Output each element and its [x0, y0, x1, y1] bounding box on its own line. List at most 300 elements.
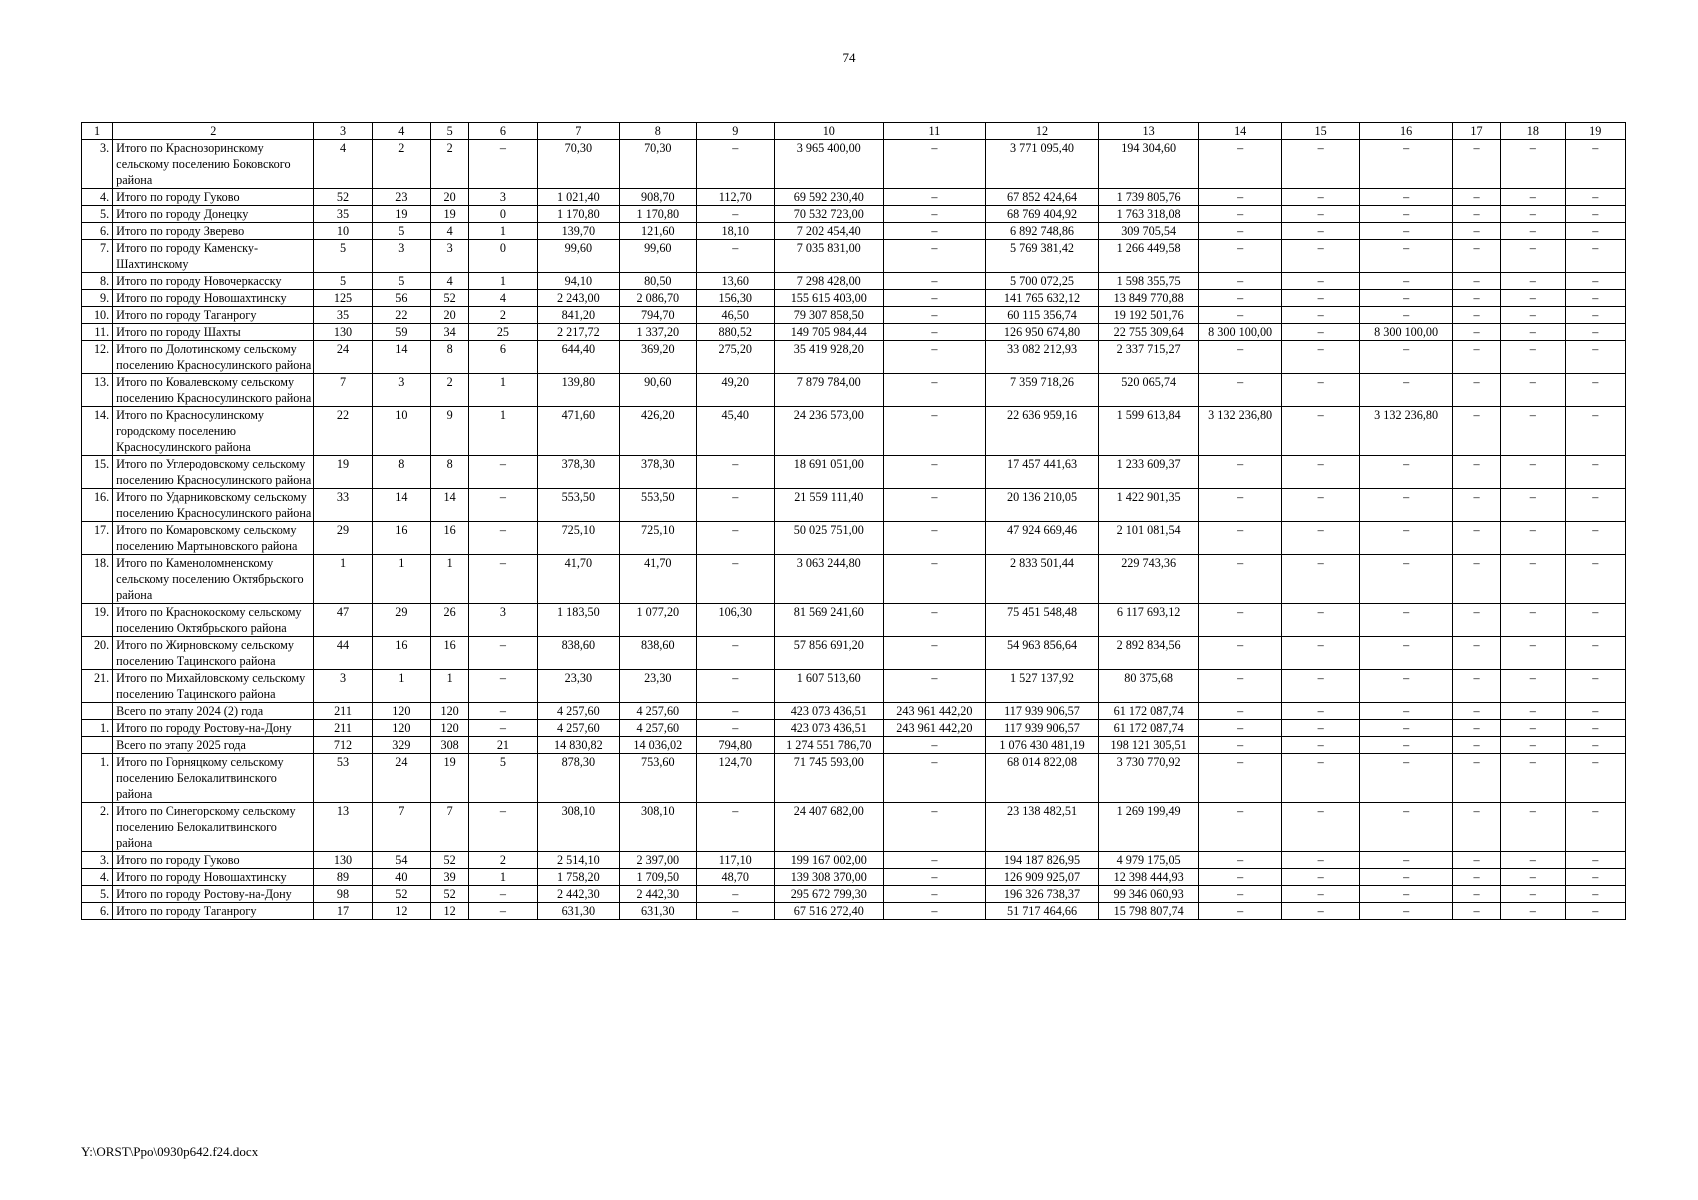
row-number: 4. — [82, 189, 113, 206]
table-row — [82, 324, 1626, 341]
table-cell: – — [1565, 555, 1625, 604]
table-cell: – — [696, 456, 774, 489]
table-cell: – — [1452, 903, 1500, 920]
table-cell: 1 527 137,92 — [986, 670, 1099, 703]
table-cell: – — [1565, 223, 1625, 240]
table-row — [82, 754, 1626, 803]
table-cell: – — [1565, 604, 1625, 637]
table-cell: 70,30 — [620, 140, 696, 189]
table-cell: 41,70 — [620, 555, 696, 604]
table-cell: – — [1199, 273, 1281, 290]
table-cell: 20 136 210,05 — [986, 489, 1099, 522]
table-cell: 3 132 236,80 — [1360, 407, 1453, 456]
table-row — [82, 522, 1626, 555]
row-label: Итого по Углеродовскому сельскому поселению Красносулинского района — [113, 456, 314, 489]
table-cell: 130 — [314, 852, 372, 869]
table-cell: 7 — [372, 803, 430, 852]
table-cell: 24 236 573,00 — [774, 407, 883, 456]
table-cell: 156,30 — [696, 290, 774, 307]
table-cell: – — [883, 869, 986, 886]
table-cell: 70,30 — [537, 140, 619, 189]
table-cell: – — [469, 886, 537, 903]
table-cell: – — [1501, 341, 1565, 374]
table-cell: 14 036,02 — [620, 737, 696, 754]
table-cell: – — [1281, 886, 1359, 903]
table-cell: – — [1565, 903, 1625, 920]
table-cell: 553,50 — [620, 489, 696, 522]
table-cell: – — [696, 903, 774, 920]
table-cell: – — [1360, 456, 1453, 489]
table-cell: – — [883, 223, 986, 240]
table-cell: – — [1281, 555, 1359, 604]
table-cell: 16 — [372, 637, 430, 670]
table-cell: 553,50 — [537, 489, 619, 522]
table-cell: – — [1360, 869, 1453, 886]
column-number: 13 — [1098, 123, 1199, 140]
table-cell: – — [883, 754, 986, 803]
table-cell: 4 979 175,05 — [1098, 852, 1199, 869]
table-cell: – — [1501, 456, 1565, 489]
row-label: Итого по Ковалевскому сельскому поселению Красносулинского района — [113, 374, 314, 407]
table-cell: – — [1360, 189, 1453, 206]
data-table — [81, 122, 1626, 920]
table-cell: – — [883, 555, 986, 604]
table-cell: 194 187 826,95 — [986, 852, 1099, 869]
table-cell: – — [696, 240, 774, 273]
table-cell: 1 183,50 — [537, 604, 619, 637]
table-cell: 1 266 449,58 — [1098, 240, 1199, 273]
table-cell: – — [1501, 374, 1565, 407]
table-cell: – — [883, 206, 986, 223]
table-cell: – — [696, 206, 774, 223]
file-path: Y:\ORST\Ppo\0930p642.f24.docx — [81, 1144, 259, 1159]
table-row — [82, 206, 1626, 223]
table-cell: 1 739 805,76 — [1098, 189, 1199, 206]
table-cell: – — [696, 555, 774, 604]
row-label: Итого по городу Новошахтинску — [113, 869, 314, 886]
table-cell: – — [1281, 456, 1359, 489]
table-cell: – — [1501, 189, 1565, 206]
row-number: 1. — [82, 754, 113, 803]
table-cell: – — [1199, 140, 1281, 189]
table-cell: – — [1501, 206, 1565, 223]
table-cell: 4 257,60 — [620, 703, 696, 720]
table-cell: 10 — [314, 223, 372, 240]
table-cell: – — [1199, 637, 1281, 670]
row-number: 15. — [82, 456, 113, 489]
row-label: Итого по Горняцкому сельскому поселению Белокалитвинского района — [113, 754, 314, 803]
table-cell: – — [469, 703, 537, 720]
table-cell: 39 — [431, 869, 469, 886]
table-cell: 2 514,10 — [537, 852, 619, 869]
table-cell: 61 172 087,74 — [1098, 703, 1199, 720]
table-cell: 4 257,60 — [537, 703, 619, 720]
table-cell: 34 — [431, 324, 469, 341]
table-cell: 20 — [431, 189, 469, 206]
table-cell: 41,70 — [537, 555, 619, 604]
table-cell: 53 — [314, 754, 372, 803]
table-cell: 23,30 — [537, 670, 619, 703]
table-cell: 18,10 — [696, 223, 774, 240]
table-cell: – — [1501, 803, 1565, 852]
table-cell: 878,30 — [537, 754, 619, 803]
table-cell: 9 — [431, 407, 469, 456]
page-number: 74 — [842, 50, 856, 65]
table-cell: 1 — [469, 273, 537, 290]
table-cell: – — [1501, 720, 1565, 737]
table-cell: 61 172 087,74 — [1098, 720, 1199, 737]
table-cell: – — [1199, 307, 1281, 324]
table-cell: – — [1199, 852, 1281, 869]
table-cell: 130 — [314, 324, 372, 341]
table-cell: – — [696, 720, 774, 737]
table-cell: 5 — [314, 240, 372, 273]
table-cell: – — [1565, 869, 1625, 886]
table-cell: 50 025 751,00 — [774, 522, 883, 555]
table-cell: 378,30 — [537, 456, 619, 489]
column-number: 4 — [372, 123, 430, 140]
table-cell: 329 — [372, 737, 430, 754]
table-cell: – — [1501, 754, 1565, 803]
table-cell: 1 233 609,37 — [1098, 456, 1199, 489]
table-cell: 1 076 430 481,19 — [986, 737, 1099, 754]
table-cell: 1 077,20 — [620, 604, 696, 637]
table-cell: – — [1565, 852, 1625, 869]
table-cell: – — [1452, 374, 1500, 407]
table-cell: 1 607 513,60 — [774, 670, 883, 703]
row-label: Итого по Комаровскому сельскому поселению Мартыновского района — [113, 522, 314, 555]
table-cell: – — [1199, 223, 1281, 240]
table-cell: 99,60 — [620, 240, 696, 273]
table-cell: – — [883, 140, 986, 189]
table-cell: 46,50 — [696, 307, 774, 324]
row-label: Итого по Синегорскому сельскому поселению Белокалитвинского района — [113, 803, 314, 852]
table-cell: 1 — [431, 555, 469, 604]
table-row — [82, 374, 1626, 407]
table-cell: – — [1199, 703, 1281, 720]
table-cell: 14 — [372, 341, 430, 374]
table-cell: 20 — [431, 307, 469, 324]
table-row — [82, 189, 1626, 206]
table-cell: – — [1199, 189, 1281, 206]
table-cell: – — [883, 489, 986, 522]
table-cell: 54 963 856,64 — [986, 637, 1099, 670]
table-cell: 12 — [431, 903, 469, 920]
table-cell: – — [1281, 273, 1359, 290]
table-cell: 94,10 — [537, 273, 619, 290]
table-cell: – — [1452, 407, 1500, 456]
table-cell: – — [1452, 456, 1500, 489]
table-cell: – — [696, 522, 774, 555]
table-cell: 8 — [372, 456, 430, 489]
row-number: 1. — [82, 720, 113, 737]
row-label: Итого по городу Таганрогу — [113, 307, 314, 324]
table-cell: – — [1199, 886, 1281, 903]
table-cell: 7 298 428,00 — [774, 273, 883, 290]
table-cell: – — [1199, 803, 1281, 852]
table-cell: – — [1501, 273, 1565, 290]
table-cell: – — [1281, 189, 1359, 206]
table-row — [82, 223, 1626, 240]
table-cell: – — [1565, 273, 1625, 290]
table-cell: 35 419 928,20 — [774, 341, 883, 374]
table-cell: – — [1565, 374, 1625, 407]
row-label: Итого по городу Таганрогу — [113, 903, 314, 920]
table-cell: 22 — [372, 307, 430, 324]
table-cell: 75 451 548,48 — [986, 604, 1099, 637]
table-cell: 2 442,30 — [537, 886, 619, 903]
table-cell: – — [1565, 290, 1625, 307]
table-cell: – — [1565, 803, 1625, 852]
row-number: 12. — [82, 341, 113, 374]
table-cell: – — [1501, 489, 1565, 522]
row-number: 5. — [82, 206, 113, 223]
table-cell: 1 337,20 — [620, 324, 696, 341]
table-cell: 1 — [469, 407, 537, 456]
table-cell: – — [1360, 374, 1453, 407]
table-cell: 40 — [372, 869, 430, 886]
table-cell: – — [1452, 754, 1500, 803]
table-cell: 16 — [372, 522, 430, 555]
row-label: Итого по Долотинскому сельскому поселению Красносулинского района — [113, 341, 314, 374]
table-cell: – — [1452, 869, 1500, 886]
table-cell: – — [1199, 555, 1281, 604]
table-cell: – — [1281, 374, 1359, 407]
table-cell: – — [1360, 206, 1453, 223]
table-cell: 120 — [372, 703, 430, 720]
table-cell: – — [1501, 223, 1565, 240]
table-cell: 126 909 925,07 — [986, 869, 1099, 886]
table-cell: – — [1360, 489, 1453, 522]
table-cell: – — [696, 670, 774, 703]
table-cell: – — [1360, 737, 1453, 754]
table-cell: 13 849 770,88 — [1098, 290, 1199, 307]
table-cell: – — [469, 670, 537, 703]
table-cell: 79 307 858,50 — [774, 307, 883, 324]
table-cell: – — [1199, 240, 1281, 273]
table-cell: – — [1360, 754, 1453, 803]
table-cell: – — [1360, 720, 1453, 737]
table-cell: 90,60 — [620, 374, 696, 407]
column-number: 1 — [82, 123, 113, 140]
table-cell: – — [1452, 803, 1500, 852]
row-number: 14. — [82, 407, 113, 456]
table-cell: – — [1452, 290, 1500, 307]
table-cell: 229 743,36 — [1098, 555, 1199, 604]
table-cell: 3 063 244,80 — [774, 555, 883, 604]
table-cell: 5 — [314, 273, 372, 290]
row-label: Итого по Ударниковскому сельскому поселению Красносулинского района — [113, 489, 314, 522]
table-cell: 211 — [314, 703, 372, 720]
table-cell: – — [696, 489, 774, 522]
table-cell: – — [883, 307, 986, 324]
table-cell: 3 — [469, 189, 537, 206]
table-cell: 2 833 501,44 — [986, 555, 1099, 604]
table-cell: 794,80 — [696, 737, 774, 754]
table-cell: – — [1360, 604, 1453, 637]
column-number: 19 — [1565, 123, 1625, 140]
table-cell: 211 — [314, 720, 372, 737]
table-cell: – — [883, 240, 986, 273]
table-cell: – — [1452, 189, 1500, 206]
table-cell: – — [1199, 489, 1281, 522]
table-cell: 139,80 — [537, 374, 619, 407]
row-number: 5. — [82, 886, 113, 903]
table-cell: – — [696, 703, 774, 720]
row-label: Всего по этапу 2024 (2) года — [113, 703, 314, 720]
table-cell: – — [1452, 522, 1500, 555]
table-cell: 99,60 — [537, 240, 619, 273]
table-cell: 794,70 — [620, 307, 696, 324]
table-row — [82, 240, 1626, 273]
table-cell: – — [1565, 240, 1625, 273]
table-cell: 19 — [431, 754, 469, 803]
table-cell: – — [469, 522, 537, 555]
table-cell: – — [1281, 869, 1359, 886]
table-cell: 80,50 — [620, 273, 696, 290]
table-cell: – — [1281, 240, 1359, 273]
table-row — [82, 852, 1626, 869]
table-cell: 29 — [372, 604, 430, 637]
table-cell: 2 243,00 — [537, 290, 619, 307]
table-cell: 8 300 100,00 — [1360, 324, 1453, 341]
table-cell: – — [1360, 273, 1453, 290]
row-label: Итого по городу Гуково — [113, 189, 314, 206]
table-cell: 7 — [431, 803, 469, 852]
table-cell: 120 — [431, 703, 469, 720]
table-cell: 51 717 464,66 — [986, 903, 1099, 920]
table-cell: – — [1281, 737, 1359, 754]
table-cell: – — [1281, 720, 1359, 737]
table-cell: – — [1199, 374, 1281, 407]
row-label: Итого по Краснозоринскому сельскому поселению Боковского района — [113, 140, 314, 189]
table-cell: 23 138 482,51 — [986, 803, 1099, 852]
column-number: 11 — [883, 123, 986, 140]
table-cell: 1 — [372, 555, 430, 604]
table-cell: – — [1360, 140, 1453, 189]
table-cell: 14 830,82 — [537, 737, 619, 754]
row-number: 7. — [82, 240, 113, 273]
table-cell: 1 758,20 — [537, 869, 619, 886]
table-cell: – — [1360, 522, 1453, 555]
table-cell: 16 — [431, 522, 469, 555]
table-cell: – — [1452, 341, 1500, 374]
table-cell: 15 798 807,74 — [1098, 903, 1199, 920]
table-row — [82, 407, 1626, 456]
table-cell: 1 422 901,35 — [1098, 489, 1199, 522]
row-label: Итого по Михайловскому сельскому поселению Тацинского района — [113, 670, 314, 703]
table-cell: 631,30 — [537, 903, 619, 920]
table-cell: – — [883, 852, 986, 869]
table-cell: – — [696, 886, 774, 903]
table-cell: – — [696, 140, 774, 189]
row-label: Итого по городу Шахты — [113, 324, 314, 341]
table-cell: 2 — [469, 852, 537, 869]
table-cell: 1 763 318,08 — [1098, 206, 1199, 223]
table-cell: – — [1452, 489, 1500, 522]
table-cell: 139,70 — [537, 223, 619, 240]
table-row — [82, 456, 1626, 489]
table-cell: 2 — [431, 374, 469, 407]
table-cell: 24 — [372, 754, 430, 803]
column-number: 7 — [537, 123, 619, 140]
table-cell: – — [1452, 604, 1500, 637]
row-number: 9. — [82, 290, 113, 307]
table-cell: 10 — [372, 407, 430, 456]
row-number — [82, 703, 113, 720]
table-cell: 45,40 — [696, 407, 774, 456]
table-cell: 423 073 436,51 — [774, 720, 883, 737]
table-cell: – — [1452, 886, 1500, 903]
table-cell: 35 — [314, 307, 372, 324]
table-cell: – — [1199, 737, 1281, 754]
table-row — [82, 307, 1626, 324]
table-cell: – — [883, 737, 986, 754]
table-cell: 7 202 454,40 — [774, 223, 883, 240]
table-cell: – — [469, 555, 537, 604]
header-row — [82, 123, 1626, 140]
table-row — [82, 720, 1626, 737]
table-cell: 194 304,60 — [1098, 140, 1199, 189]
row-number: 19. — [82, 604, 113, 637]
table-cell: 24 — [314, 341, 372, 374]
table-cell: – — [1360, 341, 1453, 374]
table-cell: – — [1360, 555, 1453, 604]
table-cell: 1 — [469, 374, 537, 407]
table-cell: 2 — [372, 140, 430, 189]
row-number: 18. — [82, 555, 113, 604]
table-cell: – — [883, 290, 986, 307]
table-cell: 3 — [431, 240, 469, 273]
table-cell: – — [1501, 555, 1565, 604]
table-cell: – — [883, 456, 986, 489]
table-cell: 7 359 718,26 — [986, 374, 1099, 407]
table-cell: 1 170,80 — [620, 206, 696, 223]
table-cell: 3 — [372, 240, 430, 273]
table-cell: 26 — [431, 604, 469, 637]
table-cell: – — [1281, 522, 1359, 555]
column-number: 16 — [1360, 123, 1453, 140]
table-cell: – — [1281, 407, 1359, 456]
table-cell: – — [1452, 737, 1500, 754]
table-row — [82, 903, 1626, 920]
table-cell: – — [1360, 803, 1453, 852]
table-cell: – — [1565, 140, 1625, 189]
table-cell: 54 — [372, 852, 430, 869]
table-cell: 24 407 682,00 — [774, 803, 883, 852]
table-cell: 5 700 072,25 — [986, 273, 1099, 290]
table-cell: 48,70 — [696, 869, 774, 886]
table-cell: 838,60 — [537, 637, 619, 670]
table-cell: 6 892 748,86 — [986, 223, 1099, 240]
table-cell: – — [1501, 140, 1565, 189]
table-cell: 199 167 002,00 — [774, 852, 883, 869]
table-cell: 426,20 — [620, 407, 696, 456]
table-cell: – — [883, 522, 986, 555]
table-cell: – — [883, 407, 986, 456]
table-cell: 295 672 799,30 — [774, 886, 883, 903]
table-cell: – — [1452, 307, 1500, 324]
table-row — [82, 886, 1626, 903]
table-cell: 67 516 272,40 — [774, 903, 883, 920]
table-cell: 5 — [372, 273, 430, 290]
table-cell: 1 709,50 — [620, 869, 696, 886]
table-cell: 68 014 822,08 — [986, 754, 1099, 803]
table-cell: 52 — [372, 886, 430, 903]
row-number: 16. — [82, 489, 113, 522]
table-cell: – — [1281, 852, 1359, 869]
table-row — [82, 737, 1626, 754]
